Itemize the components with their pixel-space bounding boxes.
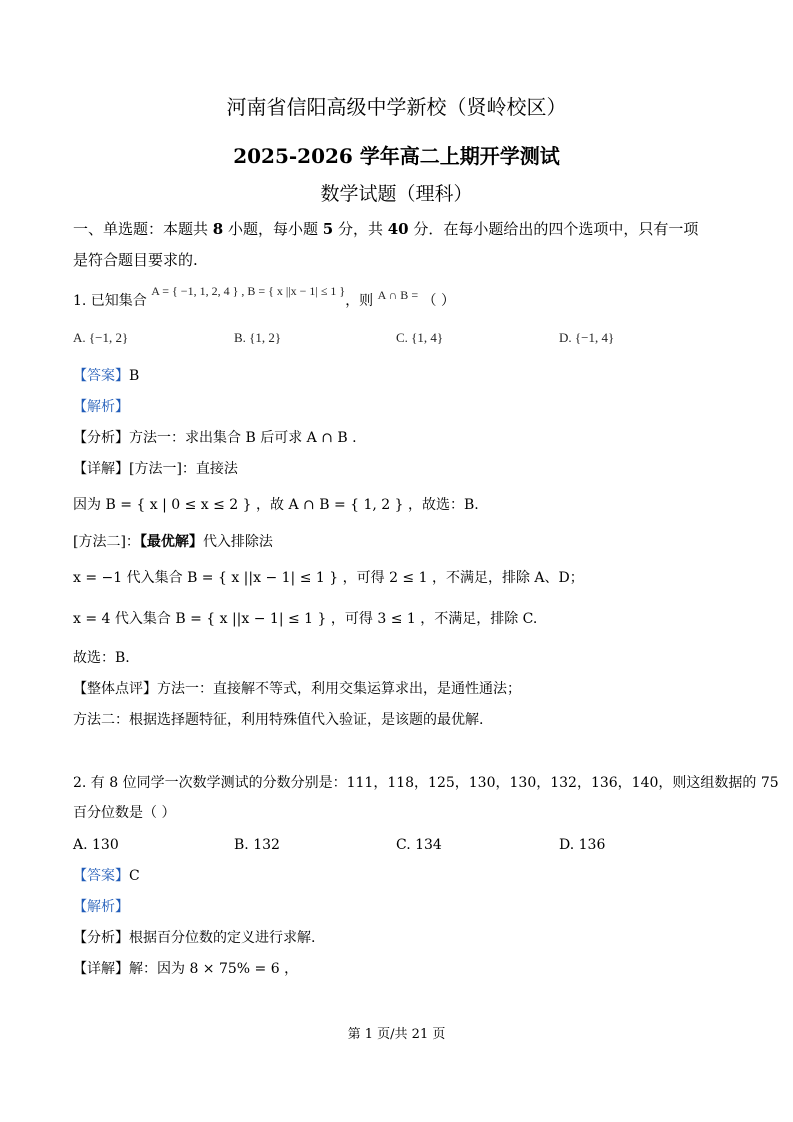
q2-option-c: C. 134 [396, 837, 442, 853]
q1-conclusion: 故选：B. [73, 650, 130, 666]
page-number: 第 1 页/共 21 页 [347, 1027, 446, 1042]
q1-answer: 【答案】B [73, 368, 140, 384]
q1-review: 【整体点评】方法一：直接解不等式，利用交集运算求出，是通性通法； [73, 681, 521, 697]
q2-analysis: 【分析】根据百分位数的定义进行求解. [73, 930, 316, 946]
section-instruction: 一、单选题：本题共 8 小题，每小题 5 分，共 40 分．在每小题给出的四个选项中，只有一项 [73, 220, 699, 238]
q1-substitution-1: x = −1 代入集合 B = { x ||x − 1| ≤ 1 } ，可得 2 ≤ 1 ，不满足，排除 A、D； [73, 570, 584, 586]
q2-stem: 2. 有 8 位同学一次数学测试的分数分别是：111，118，125，130，130，132，136，140，则这组数据的 75 [73, 775, 779, 791]
q2-answer: 【答案】C [73, 868, 140, 884]
q1-option-b: B. {1, 2} [234, 330, 282, 345]
q1-set-expression: A = { −1, 1, 2, 4 } , B = { x ||x − 1| ≤ 1 } [151, 284, 346, 298]
q1-method2: [方法二]：【最优解】代入排除法 [73, 534, 273, 550]
q2-option-a: A. 130 [73, 837, 119, 853]
q2-detail: 【详解】解：因为 8 × 75% = 6 ， [73, 961, 299, 977]
q1-substitution-2: x = 4 代入集合 B = { x ||x − 1| ≤ 1 } ，可得 3 ≤ 1 ，不满足，排除 C. [73, 611, 538, 627]
q1-intersection-expression: A ∩ B = [377, 288, 419, 302]
answer-tag: 【答案】 [73, 368, 129, 384]
q2-option-b: B. 132 [234, 837, 280, 853]
q2-option-d: D. 136 [559, 837, 606, 853]
q1-review-2: 方法二：根据选择题特征，利用特殊值代入验证，是该题的最优解. [73, 712, 484, 728]
school-title: 河南省信阳高级中学新校（贤岭校区） [226, 95, 567, 119]
q1-stem: 1. 已知集合 A = { −1, 1, 2, 4 } , B = { x ||x − 1| ≤ 1 }，则 A ∩ B = （ ） [73, 284, 455, 309]
q2-stem-cont: 百分位数是（ ） [73, 805, 176, 821]
section-instruction-cont: 是符合题目要求的. [73, 251, 198, 269]
q1-analysis: 【分析】方法一：求出集合 B 后可求 A ∩ B . [73, 430, 357, 446]
subject-title: 数学试题（理科） [320, 183, 473, 205]
q1-detail: 【详解】[方法一]：直接法 [73, 461, 238, 477]
answer-tag: 【答案】 [73, 868, 129, 884]
q1-option-d: D. {−1, 4} [559, 330, 615, 345]
q1-option-c: C. {1, 4} [396, 330, 444, 345]
exam-title: 2025-2026 学年高二上期开学测试 [233, 144, 560, 168]
q1-jiexi-tag: 【解析】 [73, 399, 129, 415]
q1-because-line: 因为 B = { x | 0 ≤ x ≤ 2 } ，故 A ∩ B = { 1, 2 } ，故选：B. [73, 497, 479, 513]
q2-jiexi-tag: 【解析】 [73, 899, 129, 915]
q1-option-a: A. {−1, 2} [73, 330, 129, 345]
